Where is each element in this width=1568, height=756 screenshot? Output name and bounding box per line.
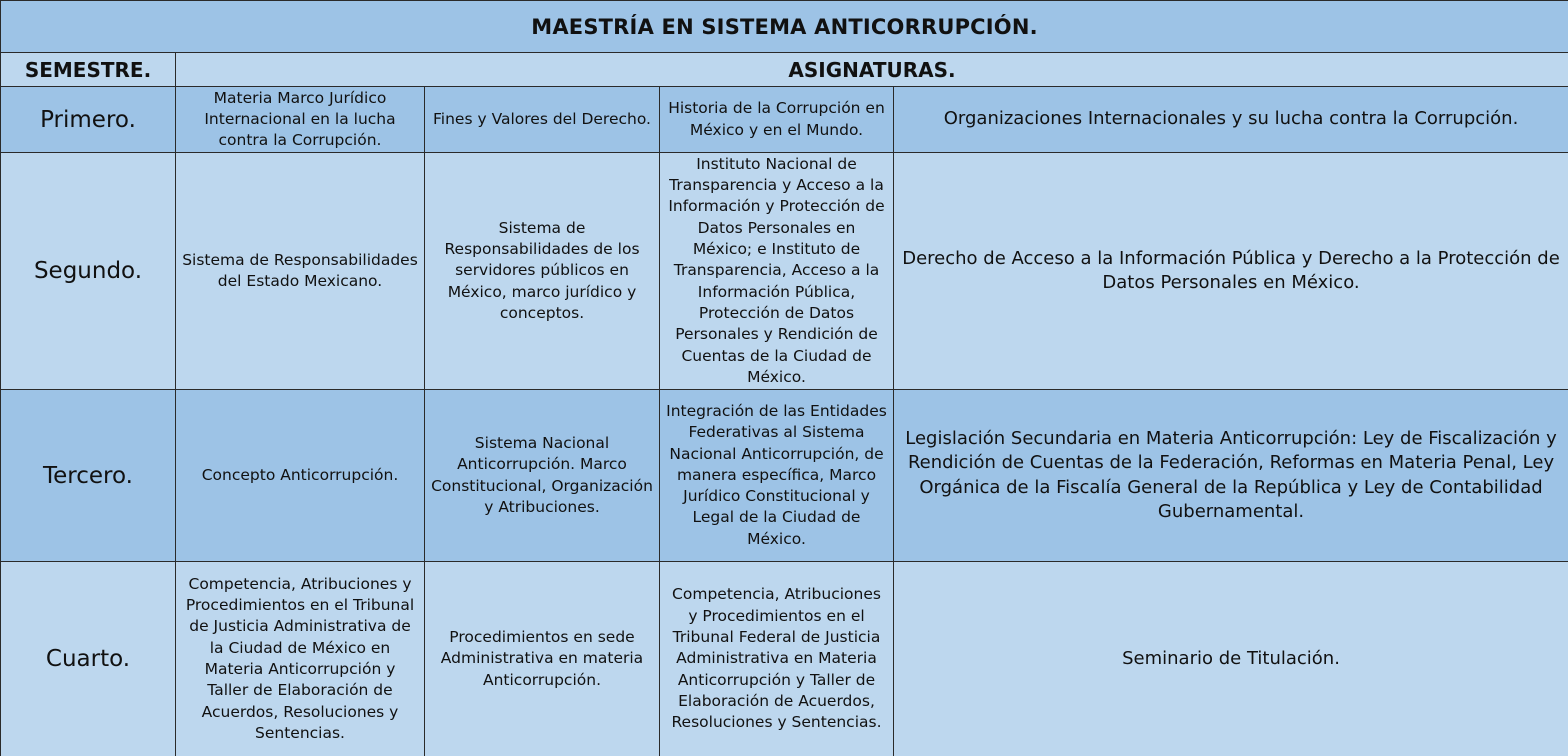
- subject-cell: Fines y Valores del Derecho.: [425, 87, 660, 153]
- semester-cell: Tercero.: [1, 390, 176, 562]
- subject-cell: Materia Marco Jurídico Internacional en la lucha contra la Corrupción.: [176, 87, 425, 153]
- subject-cell: Sistema de Responsabilidades del Estado Mexicano.: [176, 153, 425, 390]
- semester-cell: Cuarto.: [1, 562, 176, 756]
- subjects-header: ASIGNATURAS.: [176, 53, 1568, 87]
- table-title: MAESTRÍA EN SISTEMA ANTICORRUPCIÓN.: [1, 1, 1568, 53]
- table-row: [1, 390, 1568, 562]
- subject-cell: Competencia, Atribuciones y Procedimientos en el Tribunal de Justicia Administrativa de la Ciudad de México en Materia Anticorrupción y Taller de Elaboración de Acuerdos, Resoluciones y Sentencias.: [176, 562, 425, 756]
- subject-cell: Procedimientos en sede Administrativa en materia Anticorrupción.: [425, 562, 660, 756]
- subject-cell: Seminario de Titulación.: [894, 562, 1568, 756]
- subject-cell: Derecho de Acceso a la Información Pública y Derecho a la Protección de Datos Personales en México.: [894, 153, 1568, 390]
- subject-cell: Instituto Nacional de Transparencia y Acceso a la Información y Protección de Datos Personales en México; e Instituto de Transparencia, Acceso a la Información Pública, Protección de Datos Personales y Rendición de Cuentas de la Ciudad de México.: [660, 153, 894, 390]
- semester-cell: Primero.: [1, 87, 176, 153]
- table-row: [1, 87, 1568, 153]
- subject-cell: Historia de la Corrupción en México y en el Mundo.: [660, 87, 894, 153]
- table-row: [1, 562, 1568, 756]
- semester-header: SEMESTRE.: [1, 53, 176, 87]
- semester-cell: Segundo.: [1, 153, 176, 390]
- subject-cell: Legislación Secundaria en Materia Anticorrupción: Ley de Fiscalización y Rendición de Cuentas de la Federación, Reformas en Materia Penal, Ley Orgánica de la Fiscalía General de la República y Ley de Contabilidad Gubernamental.: [894, 390, 1568, 562]
- table-row: [1, 153, 1568, 390]
- subject-cell: Sistema Nacional Anticorrupción. Marco Constitucional, Organización y Atribuciones.: [425, 390, 660, 562]
- subject-cell: Competencia, Atribuciones y Procedimientos en el Tribunal Federal de Justicia Administrativa en Materia Anticorrupción y Taller de Elaboración de Acuerdos, Resoluciones y Sentencias.: [660, 562, 894, 756]
- subject-cell: Integración de las Entidades Federativas al Sistema Nacional Anticorrupción, de manera específica, Marco Jurídico Constitucional y Legal de la Ciudad de México.: [660, 390, 894, 562]
- subject-cell: Concepto Anticorrupción.: [176, 390, 425, 562]
- subject-cell: Organizaciones Internacionales y su lucha contra la Corrupción.: [894, 87, 1568, 153]
- subject-cell: Sistema de Responsabilidades de los servidores públicos en México, marco jurídico y conceptos.: [425, 153, 660, 390]
